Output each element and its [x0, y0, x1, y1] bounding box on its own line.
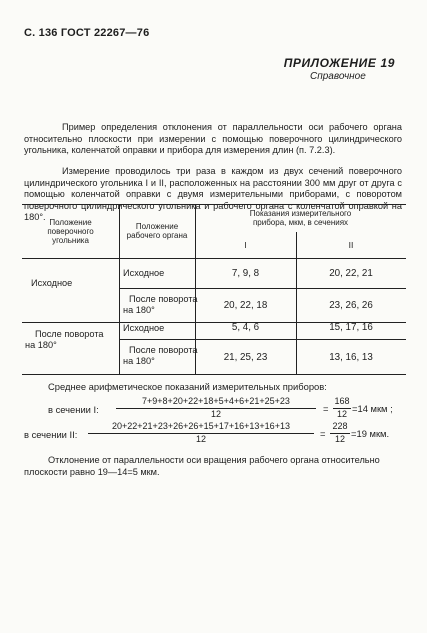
table-rule-row3: [119, 339, 406, 340]
angle-position-rotated: После поворота на 180°: [25, 329, 104, 350]
formula-2-result-num: 228: [332, 421, 348, 431]
formula-1-denominator: 12: [210, 409, 221, 419]
formula-1-eq: =: [323, 403, 329, 414]
value-row3-sec1: 5, 4, 6: [231, 322, 260, 333]
formula-1-label: в сечении I:: [48, 404, 99, 415]
organ-position-row3: Исходное: [123, 323, 165, 333]
formula-2-numerator: 20+22+21+23+26+26+15+17+16+13+16+13: [112, 421, 290, 431]
formula-2-result-den: 12: [334, 434, 345, 444]
angle-position-initial: Исходное: [31, 278, 73, 288]
formula-2-denominator: 12: [195, 434, 206, 444]
paragraph-method: Измерение проводилось три раза в каждом из двух сечений поверочного цилиндрического угольника I и II, расположенных на расстоянии 300 мм друг от друга с помощью коленчатой оправки с двумя измерительными приборами, с поворотом поверочного цилиндрического угольника и рабочего органа с коленчатой оправкой на 180°.: [24, 166, 402, 223]
header-section-2: II: [348, 240, 354, 250]
paragraph-purpose: Пример определения отклонения от параллельности оси рабочего органа относительно плоскости при измерении с помощью поверочного цилиндрического угольника, коленчатой оправки и прибора для измерения длин (п. 7.2.3).: [24, 122, 402, 156]
conclusion-text: Отклонение от параллельности оси вращения рабочего органа относительно плоскости равно 19—14=5 мкм.: [24, 455, 380, 477]
value-row2-sec1: 20, 22, 18: [223, 300, 268, 311]
value-row3-sec2: 15, 17, 16: [329, 322, 373, 333]
header-organ-position: Положение рабочего органа: [126, 222, 188, 240]
value-row1-sec2: 20, 22, 21: [329, 268, 373, 279]
table-rule-bottom: [22, 374, 406, 375]
formula-1-result: =14 мкм ;: [352, 403, 393, 414]
organ-position-row2: После поворота на 180°: [123, 294, 198, 315]
formula-2-eq: =: [320, 428, 326, 439]
organ-position-row1: Исходное: [123, 268, 165, 278]
formula-1-result-den: 12: [336, 409, 347, 419]
formula-2-label: в сечении II:: [24, 429, 78, 440]
formula-2-result: =19 мкм.: [351, 428, 390, 439]
value-row1-sec1: 7, 9, 8: [231, 268, 260, 279]
page-header: С. 136 ГОСТ 22267—76: [24, 27, 150, 39]
appendix-title: ПРИЛОЖЕНИЕ 19: [283, 56, 395, 70]
value-row4-sec1: 21, 25, 23: [223, 352, 268, 363]
formula-1-result-num: 168: [334, 396, 350, 406]
header-readings-group: Показания измерительного прибора, мкм, в сечениях: [249, 209, 352, 227]
average-intro: Среднее арифметическое показаний измерительных приборов:: [48, 381, 327, 392]
organ-position-row4: После поворота на 180°: [123, 345, 198, 366]
table-rule-header: [22, 258, 406, 259]
readings-table: [22, 204, 406, 374]
value-row2-sec2: 23, 26, 26: [329, 300, 373, 311]
table-rule-top: [22, 204, 406, 205]
header-section-1: I: [244, 240, 247, 250]
value-row4-sec2: 13, 16, 13: [329, 352, 373, 363]
table-rule-row1: [119, 288, 406, 289]
formula-1-numerator: 7+9+8+20+22+18+5+4+6+21+25+23: [142, 396, 290, 406]
appendix-subtitle: Справочное: [310, 71, 366, 82]
header-angle-position: Положение поверочного угольника: [47, 218, 94, 245]
